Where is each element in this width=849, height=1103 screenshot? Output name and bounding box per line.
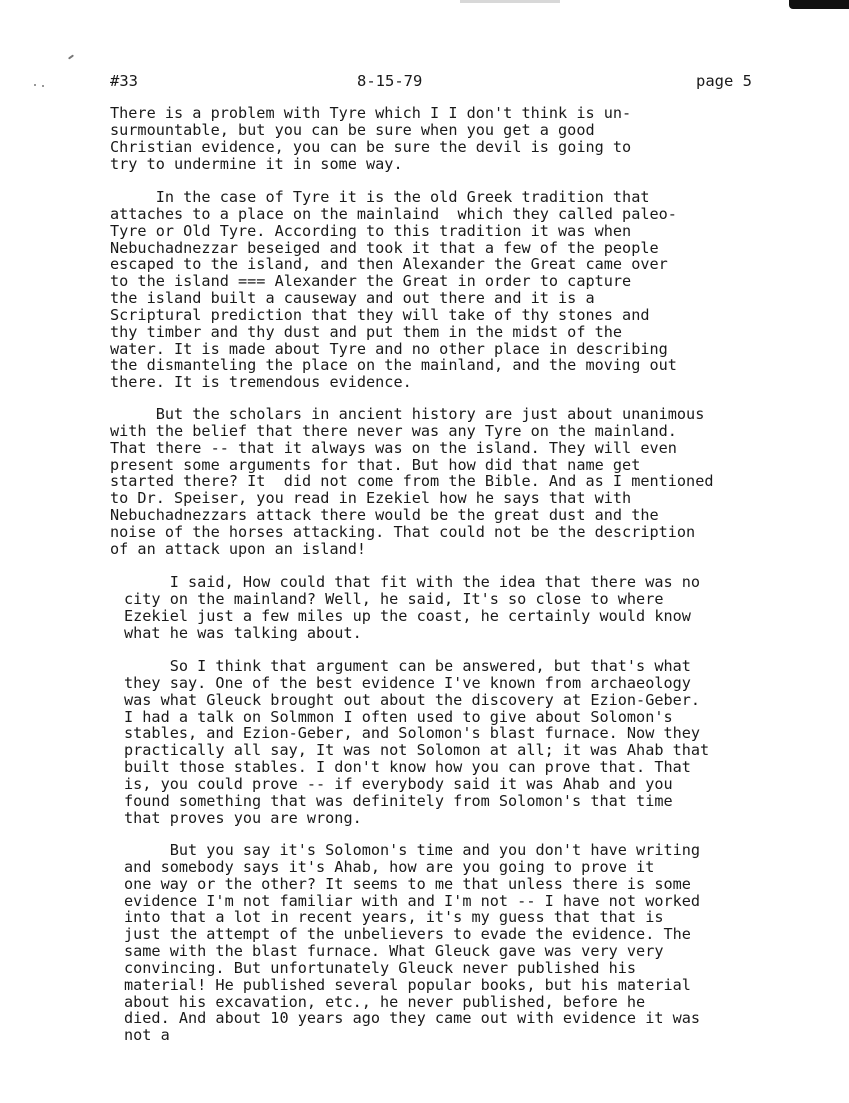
scan-artifact: [460, 0, 560, 3]
scan-speck: [42, 85, 44, 87]
paragraph-6: But you say it's Solomon's time and you don't have writing and somebody says it's Ahab, how are you going to prove it one way or the other? It seems to me that unless there is some evidence I'm not familiar with and I'm not -- I have not worked into that a lot in recent years, it's my guess that that is just the attempt of the unbelievers to evade the evidence. The same with the blast furnace. What Gleuck gave was very very convincing. But unfortunately Gleuck never published his material! He published several popular books, but his material about his excavation, etc., he never published, before he died. And about 10 years ago they came out with evidence it was not a: [124, 841, 701, 1045]
page-header: [110, 72, 760, 92]
paragraph-4: I said, How could that fit with the idea that there was no city on the mainland? Well, he said, It's so close to where Ezekiel just a few miles up the coast, he certainly would know what he was talking about.: [124, 573, 701, 642]
document-number: #33: [110, 72, 138, 90]
paragraph-3: But the scholars in ancient history are just about unanimous with the belief that there never was any Tyre on the mainland. That there -- that it always was on the island. They will even present some arguments for that. But how did that name get started there? It did not come from the Bible. And as I mentioned to Dr. Speiser, you read in Ezekiel how he says that with Nebuchadnezzars attack there would be the great dust and the noise of the horses attacking. That could not be the description of an attack upon an island!: [110, 405, 714, 558]
scan-speck: [34, 84, 36, 86]
scan-speck: [68, 54, 74, 59]
page-number: page 5: [696, 72, 752, 90]
scan-artifact: [789, 0, 849, 9]
paragraph-2: In the case of Tyre it is the old Greek tradition that attaches to a place on the mainlaind which they called paleo- Tyre or Old Tyre. According to this tradition it was when Nebuchadnezzar beseiged and took it that a few of the people escaped to the island, and then Alexander the Great came over to the island === Alexander the Great in order to capture the island built a causeway and out there and it is a Scriptural prediction that they will take of thy stones and thy timber and thy dust and put them in the midst of the water. It is made about Tyre and no other place in describing the dismanteling the place on the mainland, and the moving out there. It is tremendous evidence.: [110, 188, 677, 392]
paragraph-5: So I think that argument can be answered, but that's what they say. One of the best evidence I've known from archaeology was what Gleuck brought out about the discovery at Ezion-Geber. I had a talk on Solmmon I often used to give about Solomon's stables, and Ezion-Geber, and Solomon's blast furnace. Now they practically all say, It was not Solomon at all; it was Ahab that built those stables. I don't know how you can prove that. That is, you could prove -- if everybody said it was Ahab and you found something that was definitely from Solomon's that time that proves you are wrong.: [124, 657, 710, 827]
paragraph-1: There is a problem with Tyre which I I don't think is un- surmountable, but you can be sure when you get a good Christian evidence, you can be sure the devil is going to try to undermine it in some way.: [110, 104, 632, 173]
document-date: 8-15-79: [357, 72, 423, 90]
